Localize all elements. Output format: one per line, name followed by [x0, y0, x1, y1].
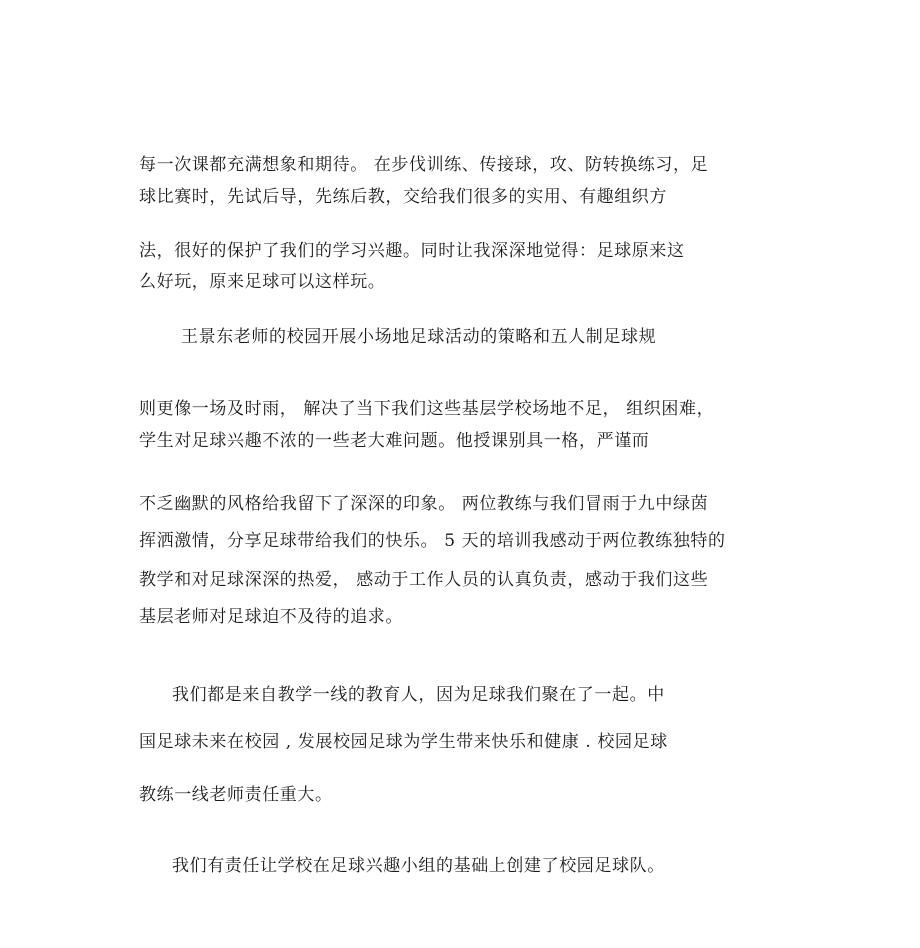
- text-line-13: 国足球未来在校园 , 发展校园足球为学生带来快乐和健康 . 校园足球: [139, 732, 668, 752]
- text-line-7: 学生对足球兴趣不浓的一些老大难问题。他授课别具一格，严谨而: [139, 431, 650, 451]
- text-line-8: 不乏幽默的风格给我留下了深深的印象。 两位教练与我们冒雨于九中绿茵: [139, 494, 709, 514]
- text-line-3: 法，很好的保护了我们的学习兴趣。同时让我深深地觉得：足球原来这: [139, 241, 685, 261]
- text-line-14: 教练一线老师责任重大。: [139, 785, 333, 805]
- text-line-11: 基层老师对足球迫不及待的追求。: [139, 607, 403, 627]
- text-line-15: 我们有责任让学校在足球兴趣小组的基础上创建了校园足球队。: [172, 856, 665, 876]
- text-line-9: 挥洒激情，分享足球带给我们的快乐。 5 天的培训我感动于两位教练独特的: [139, 531, 726, 551]
- text-line-4: 么好玩，原来足球可以这样玩。: [139, 272, 386, 292]
- text-line-5: 王景东老师的校园开展小场地足球活动的策略和五人制足球规: [181, 327, 657, 347]
- text-line-12: 我们都是来自教学一线的教育人，因为足球我们聚在了一起。中: [172, 685, 665, 705]
- text-line-1: 每一次课都充满想象和期待。 在步伐训练、传接球，攻、防转换练习，足: [139, 155, 709, 175]
- text-line-2: 球比赛时，先试后导，先练后教，交给我们很多的实用、有趣组织方: [139, 187, 667, 207]
- text-line-10: 教学和对足球深深的热爱， 感动于工作人员的认真负责，感动于我们这些: [139, 570, 709, 590]
- text-line-6: 则更像一场及时雨， 解决了当下我们这些基层学校场地不足， 组织困难，: [139, 399, 715, 419]
